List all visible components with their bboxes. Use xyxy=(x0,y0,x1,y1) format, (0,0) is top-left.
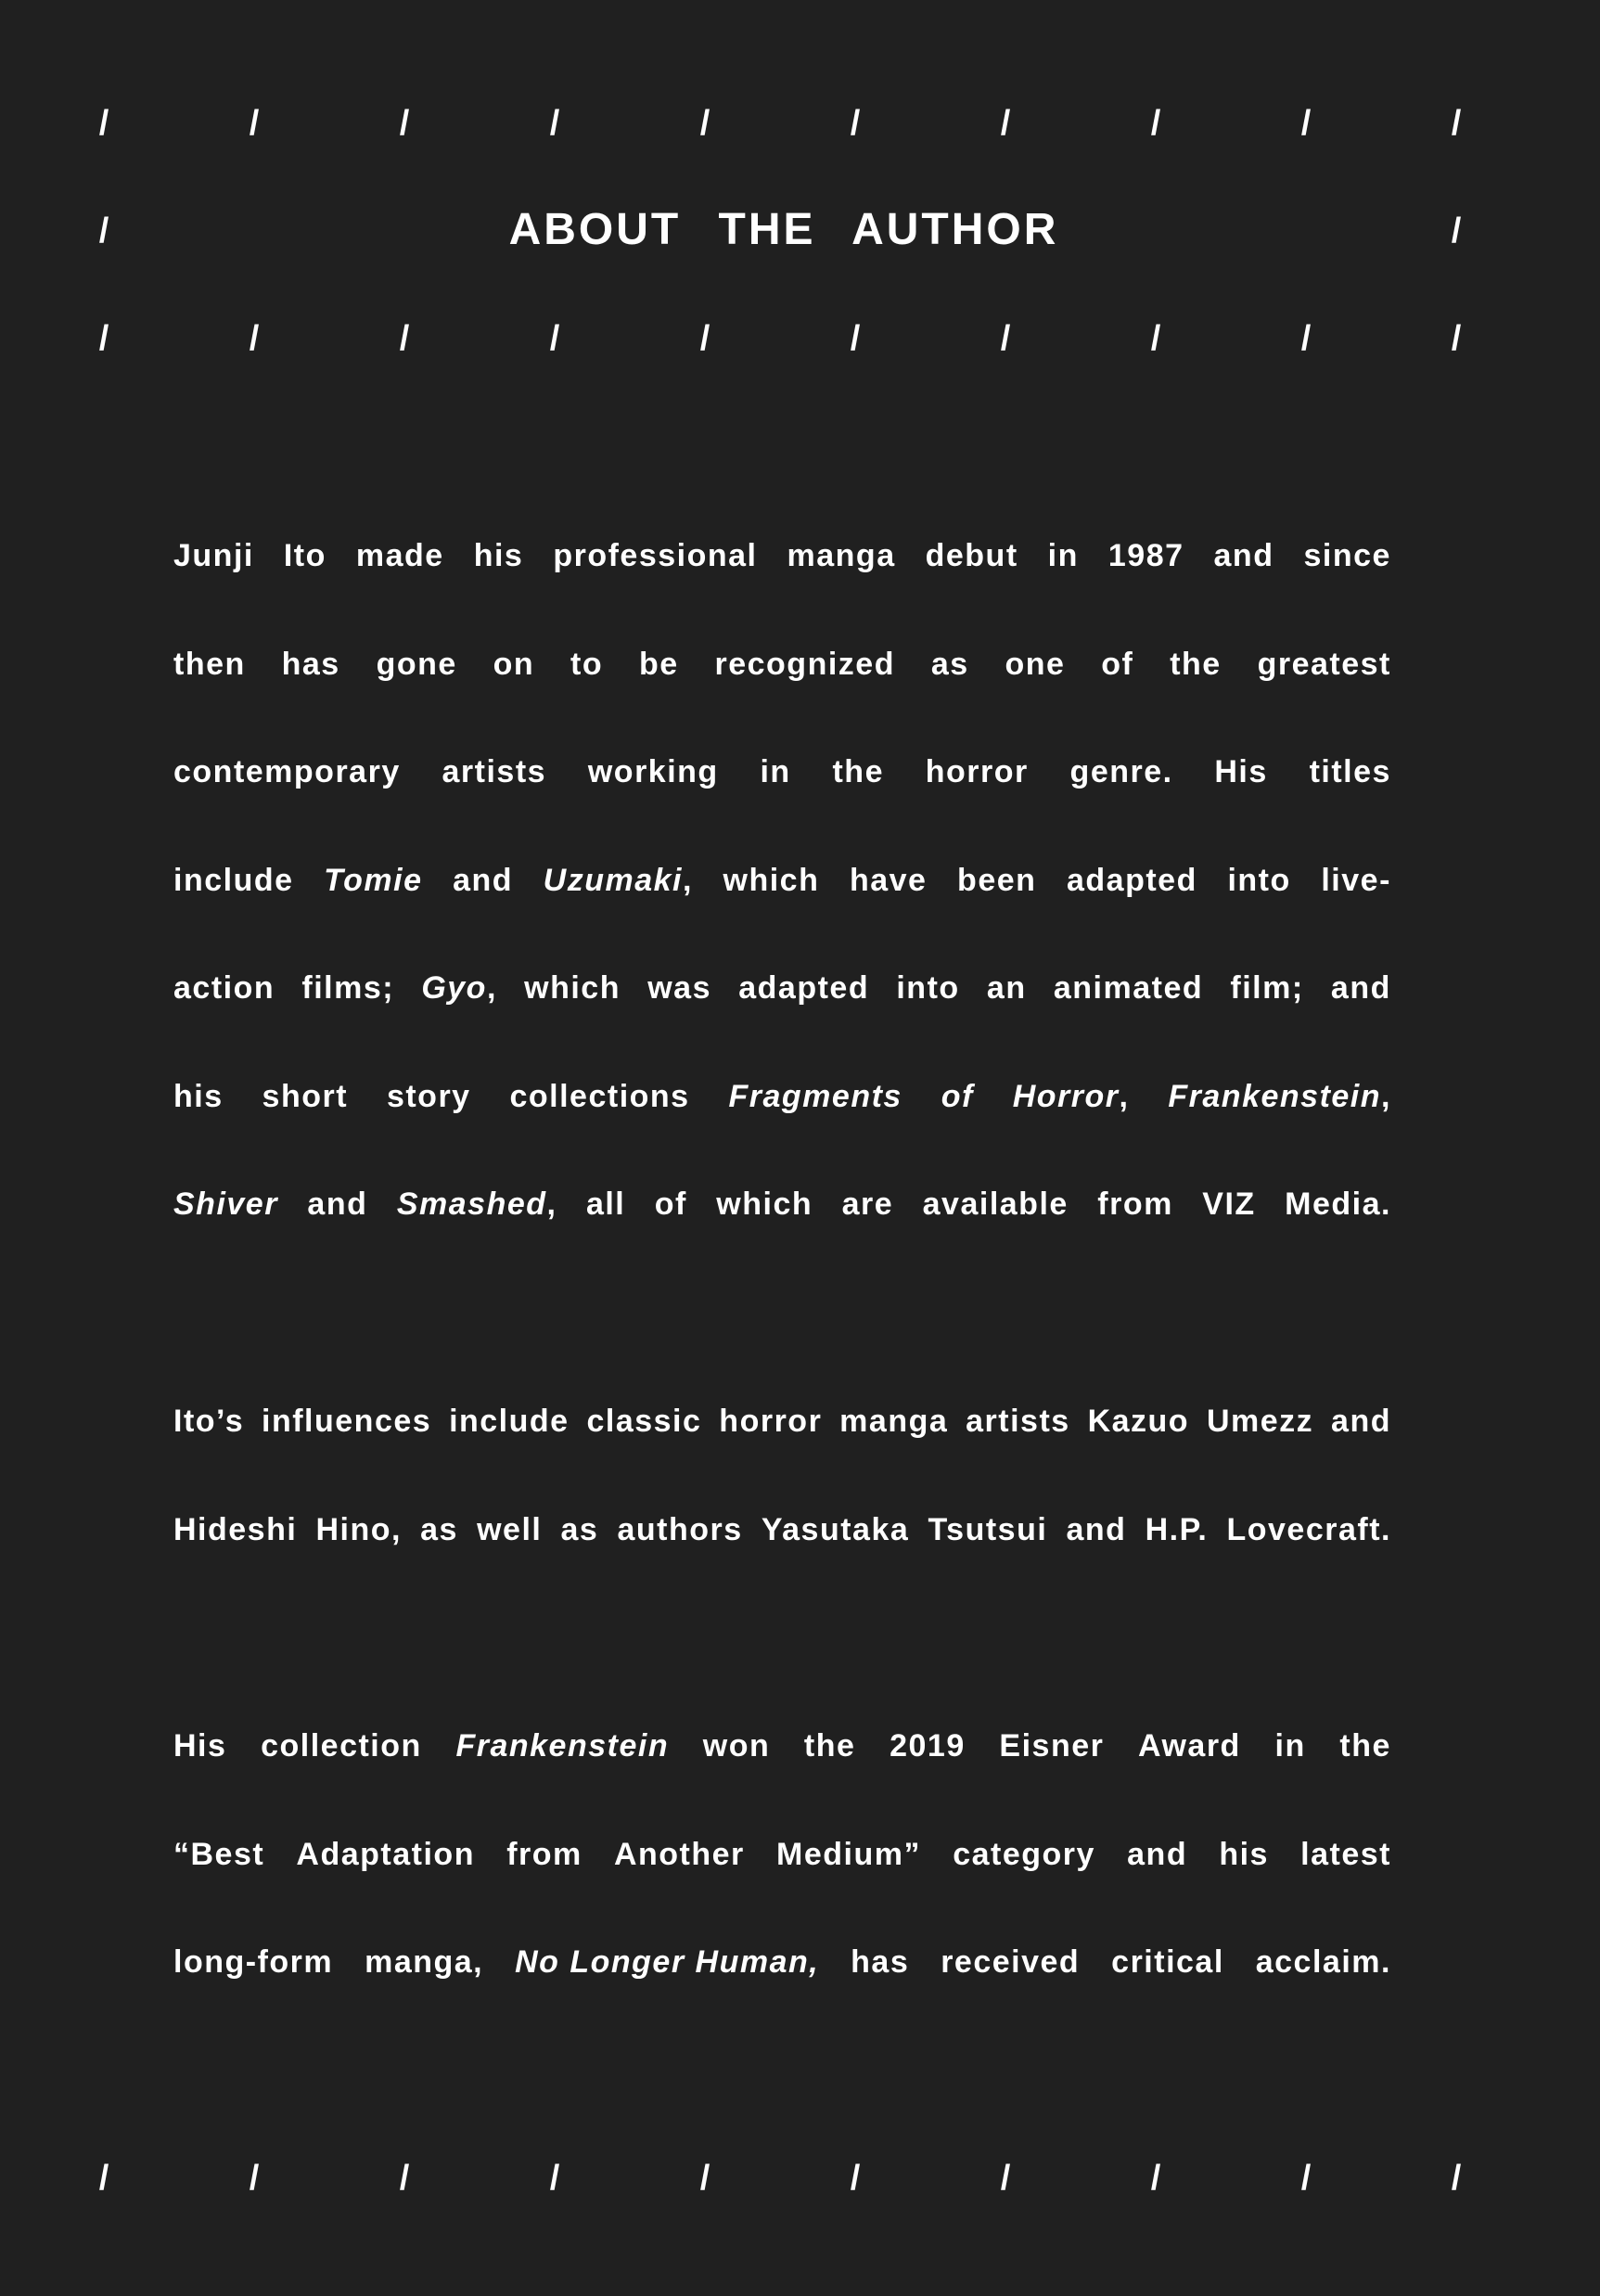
text-line xyxy=(173,1150,1391,1259)
word-text: and xyxy=(1330,970,1391,1006)
word-text: was xyxy=(647,970,711,1006)
word-text: critical xyxy=(1111,1944,1224,1980)
word xyxy=(173,1150,278,1259)
slash-ornament: / xyxy=(1000,104,1011,143)
text-line xyxy=(173,1476,1391,1584)
word-text: include xyxy=(173,862,294,898)
word-text: in xyxy=(760,754,791,789)
word xyxy=(509,1043,689,1151)
word xyxy=(1226,1476,1391,1584)
word-text: collection xyxy=(261,1728,422,1764)
word xyxy=(762,1476,909,1584)
word-text: horror xyxy=(925,754,1029,789)
word xyxy=(966,1367,1070,1476)
word-text: his xyxy=(473,538,524,573)
word xyxy=(173,502,254,610)
italic-title-word: Smashed xyxy=(396,1186,547,1222)
word xyxy=(474,502,524,610)
word xyxy=(1230,934,1303,1043)
word xyxy=(284,502,326,610)
word xyxy=(957,827,1036,935)
word xyxy=(1127,1801,1187,1909)
text-line xyxy=(173,610,1391,719)
word xyxy=(1067,827,1197,935)
slash-ornament: / xyxy=(1300,104,1312,143)
word-text: long-form xyxy=(173,1944,334,1980)
word xyxy=(1285,1150,1391,1259)
word-text: Umezz xyxy=(1206,1404,1314,1439)
word xyxy=(617,1476,742,1584)
word-text: artists xyxy=(442,754,547,789)
word xyxy=(365,1908,483,2017)
text-line xyxy=(173,827,1391,935)
word xyxy=(1170,610,1222,719)
italic-title-word: Fragments xyxy=(728,1078,902,1114)
word-text: Kazuo xyxy=(1087,1404,1190,1439)
word xyxy=(714,610,894,719)
slash-ornament: / xyxy=(699,319,710,358)
word-text: recognized xyxy=(714,646,895,682)
slash-border-under-title-row xyxy=(98,315,1464,362)
word xyxy=(999,1692,1104,1801)
bio-paragraph-3 xyxy=(173,1692,1391,2017)
italic-title-word: of xyxy=(941,1078,974,1114)
word xyxy=(307,1150,367,1259)
slash-ornament: / xyxy=(1150,2159,1161,2198)
word-text: as xyxy=(930,646,969,682)
word xyxy=(586,1150,625,1259)
italic-title-word: Gyo xyxy=(421,970,487,1006)
word xyxy=(729,1043,902,1151)
word xyxy=(477,1476,542,1584)
word-text: manga xyxy=(839,1404,949,1439)
slash-ornament: / xyxy=(98,212,109,250)
word-text: acclaim. xyxy=(1255,1944,1391,1980)
italic-title-word: Shiver xyxy=(173,1186,278,1222)
word xyxy=(586,1367,701,1476)
word-text: of xyxy=(1101,646,1134,682)
word xyxy=(1108,502,1184,610)
word xyxy=(262,1367,431,1476)
word xyxy=(1331,934,1391,1043)
word-text: VIZ xyxy=(1202,1186,1256,1222)
word-text: are xyxy=(841,1186,894,1222)
page-title: ABOUT THE AUTHOR xyxy=(508,205,1059,254)
word xyxy=(787,502,896,610)
word-text: action xyxy=(173,970,275,1006)
slash-ornament: / xyxy=(1451,104,1462,143)
word-text: live- xyxy=(1321,862,1391,898)
word xyxy=(421,934,497,1043)
word xyxy=(1088,1367,1190,1476)
word xyxy=(420,1476,458,1584)
word-text: Ito xyxy=(283,538,326,573)
word-text: on xyxy=(493,646,535,682)
word-text: from xyxy=(1097,1186,1173,1222)
word-text: available xyxy=(922,1186,1069,1222)
word-text: authors xyxy=(617,1511,743,1547)
word xyxy=(941,1908,1080,2017)
word xyxy=(1214,502,1274,610)
word-text: story xyxy=(386,1078,471,1114)
word xyxy=(173,1476,297,1584)
word xyxy=(262,1043,349,1151)
word-text: and xyxy=(1331,1404,1391,1439)
word xyxy=(639,610,679,719)
word xyxy=(953,1801,1095,1909)
slash-ornament: / xyxy=(249,104,260,143)
word-text: influences xyxy=(262,1404,432,1439)
word-text: which xyxy=(716,1186,813,1222)
bio-paragraph-1 xyxy=(173,502,1391,1259)
word xyxy=(923,1150,1069,1259)
word-text: of xyxy=(654,1186,687,1222)
word xyxy=(387,1043,471,1151)
word xyxy=(1227,827,1290,935)
word xyxy=(173,718,401,827)
word xyxy=(524,934,621,1043)
word xyxy=(173,1043,224,1151)
word xyxy=(931,610,969,719)
word-text: titles xyxy=(1309,754,1391,789)
word-text: professional xyxy=(553,538,758,573)
word xyxy=(647,934,711,1043)
word xyxy=(1303,502,1390,610)
word-text: from xyxy=(506,1836,582,1872)
word xyxy=(926,718,1029,827)
word xyxy=(1097,1150,1173,1259)
word xyxy=(1339,1692,1391,1801)
word xyxy=(1005,610,1065,719)
word xyxy=(842,1150,894,1259)
word xyxy=(173,1692,226,1801)
punctuation: , xyxy=(1119,1078,1130,1114)
word-text: 2019 xyxy=(890,1728,966,1764)
word-text: animated xyxy=(1053,970,1204,1006)
word xyxy=(1202,1150,1255,1259)
word xyxy=(760,718,790,827)
word xyxy=(173,1908,333,2017)
slash-ornament: / xyxy=(98,104,109,143)
italic-title-word: Tomie xyxy=(324,862,423,898)
word-text: as xyxy=(560,1511,599,1547)
word xyxy=(614,1801,745,1909)
slash-ornament: / xyxy=(549,2159,560,2198)
italic-title-word: No Longer Human, xyxy=(515,1944,820,1980)
slash-ornament: / xyxy=(249,2159,260,2198)
slash-ornament: / xyxy=(249,319,260,358)
word-text: his xyxy=(173,1078,224,1114)
punctuation: , xyxy=(546,1186,557,1222)
word xyxy=(723,827,820,935)
word xyxy=(716,1150,813,1259)
word-text: “Best xyxy=(173,1836,265,1872)
word-text: which xyxy=(723,862,820,898)
word xyxy=(173,1367,244,1476)
word xyxy=(442,718,547,827)
word-text: include xyxy=(449,1404,570,1439)
word xyxy=(377,610,457,719)
word xyxy=(282,610,340,719)
word-text: latest xyxy=(1300,1836,1391,1872)
word-text: Another xyxy=(613,1836,745,1872)
word xyxy=(719,1367,822,1476)
word xyxy=(1258,610,1391,719)
word-text: Ito’s xyxy=(173,1404,245,1439)
word-text: to xyxy=(570,646,604,682)
word-text: contemporary xyxy=(173,754,401,789)
word xyxy=(1048,502,1079,610)
word-text: category xyxy=(953,1836,1095,1872)
word xyxy=(839,1367,948,1476)
word-text: the xyxy=(1339,1728,1391,1764)
slash-ornament: / xyxy=(549,104,560,143)
word xyxy=(449,1367,570,1476)
word xyxy=(324,827,422,935)
slash-ornament: / xyxy=(699,104,710,143)
slash-ornament: / xyxy=(850,2159,861,2198)
word-text: Award xyxy=(1138,1728,1241,1764)
text-line xyxy=(173,1043,1391,1151)
word xyxy=(588,718,719,827)
slash-ornament: / xyxy=(399,104,410,143)
word xyxy=(655,1150,687,1259)
word-text: H.P. xyxy=(1145,1511,1209,1547)
word-text: and xyxy=(453,862,514,898)
word-text: the xyxy=(832,754,884,789)
word xyxy=(1111,1908,1224,2017)
word-text: the xyxy=(803,1728,856,1764)
word xyxy=(703,1692,770,1801)
word-text: 1987 xyxy=(1107,538,1184,573)
word-text: since xyxy=(1303,538,1391,573)
word-text: all xyxy=(585,1186,626,1222)
word xyxy=(1138,1692,1241,1801)
text-line xyxy=(173,502,1391,610)
word-text: Medium” xyxy=(776,1836,921,1872)
word-text: won xyxy=(702,1728,771,1764)
word xyxy=(987,934,1027,1043)
word-text: adapted xyxy=(738,970,870,1006)
word xyxy=(453,827,513,935)
slash-ornament: / xyxy=(699,2159,710,2198)
word-text: collections xyxy=(509,1078,690,1114)
slash-ornament: / xyxy=(399,319,410,358)
word-text: Yasutaka xyxy=(761,1511,910,1547)
slash-border-top-row xyxy=(98,100,1464,147)
word xyxy=(455,1692,669,1801)
word-text: and xyxy=(1066,1511,1127,1547)
word xyxy=(544,827,693,935)
text-line xyxy=(173,718,1391,827)
word xyxy=(1331,1367,1391,1476)
word xyxy=(315,1476,401,1584)
text-line xyxy=(173,1692,1391,1801)
word xyxy=(397,1150,557,1259)
word xyxy=(1300,1801,1391,1909)
word xyxy=(553,502,757,610)
word-text: adapted xyxy=(1067,862,1197,898)
word-text: film; xyxy=(1230,970,1304,1006)
slash-border-bottom-row xyxy=(98,2155,1464,2201)
word xyxy=(173,827,294,935)
word xyxy=(1054,934,1203,1043)
word-text: an xyxy=(986,970,1027,1006)
word-text: films; xyxy=(301,970,395,1006)
word xyxy=(851,1908,909,2017)
word xyxy=(301,934,394,1043)
word xyxy=(941,1043,974,1151)
word-text: Junji xyxy=(173,538,254,573)
word-text: into xyxy=(1227,862,1291,898)
word-text: greatest xyxy=(1257,646,1391,682)
slash-ornament: / xyxy=(1300,319,1312,358)
word-text: in xyxy=(1274,1728,1306,1764)
word xyxy=(493,610,535,719)
word xyxy=(738,934,869,1043)
italic-title-word: Horror xyxy=(1012,1078,1120,1114)
word-text: genre. xyxy=(1069,754,1173,789)
punctuation: , xyxy=(682,862,693,898)
word xyxy=(928,1476,1047,1584)
slash-ornament: / xyxy=(1000,2159,1011,2198)
word xyxy=(356,502,444,610)
word xyxy=(1101,610,1133,719)
word-text: one xyxy=(1005,646,1066,682)
slash-ornament: / xyxy=(1451,319,1462,358)
bio-paragraph-2 xyxy=(173,1367,1391,1584)
word-text: working xyxy=(587,754,719,789)
word xyxy=(896,934,959,1043)
word-text: made xyxy=(355,538,444,573)
word-text: as xyxy=(420,1511,458,1547)
slash-ornament: / xyxy=(1150,319,1161,358)
word-text: gone xyxy=(376,646,457,682)
word-text: be xyxy=(638,646,679,682)
word-text: and xyxy=(1213,538,1274,573)
slash-ornament: / xyxy=(549,319,560,358)
word xyxy=(506,1801,582,1909)
word-text: have xyxy=(849,862,928,898)
word-text: into xyxy=(896,970,960,1006)
word xyxy=(804,1692,856,1801)
word xyxy=(1066,1476,1126,1584)
slash-ornament: / xyxy=(1300,2159,1312,2198)
word xyxy=(296,1801,475,1909)
word xyxy=(173,934,275,1043)
slash-ornament: / xyxy=(399,2159,410,2198)
word xyxy=(850,827,928,935)
word xyxy=(890,1692,966,1801)
word xyxy=(832,718,884,827)
word-text: debut xyxy=(925,538,1018,573)
word-text: short xyxy=(262,1078,349,1114)
word xyxy=(1013,1043,1130,1151)
word-text: His xyxy=(1214,754,1268,789)
word-text: Adaptation xyxy=(296,1836,475,1872)
word-text: which xyxy=(524,970,621,1006)
italic-title-word: Frankenstein xyxy=(455,1728,670,1764)
text-line xyxy=(173,1367,1391,1476)
text-line xyxy=(173,1908,1391,2017)
word-text: and xyxy=(307,1186,368,1222)
word xyxy=(1146,1476,1209,1584)
word xyxy=(1256,1908,1391,2017)
word-text: then xyxy=(173,646,246,682)
word xyxy=(1207,1367,1313,1476)
slash-ornament: / xyxy=(850,104,861,143)
word-text: in xyxy=(1047,538,1079,573)
word-text: Hideshi xyxy=(173,1511,298,1547)
word-text: Hino, xyxy=(315,1511,402,1547)
slash-ornament: / xyxy=(1150,104,1161,143)
word xyxy=(515,1908,819,2017)
word-text: manga xyxy=(787,538,896,573)
word xyxy=(776,1801,921,1909)
slash-ornament: / xyxy=(98,319,109,358)
word-text: Lovecraft. xyxy=(1226,1511,1391,1547)
word-text: has xyxy=(281,646,340,682)
word-text: classic xyxy=(586,1404,702,1439)
word xyxy=(1310,718,1391,827)
word xyxy=(261,1692,422,1801)
word xyxy=(173,1801,264,1909)
italic-title-word: Frankenstein xyxy=(1168,1078,1382,1114)
word xyxy=(926,502,1018,610)
word xyxy=(1275,1692,1306,1801)
word-text: been xyxy=(957,862,1037,898)
word-text: Eisner xyxy=(999,1728,1105,1764)
slash-ornament: / xyxy=(1451,2159,1462,2198)
slash-ornament: / xyxy=(850,319,861,358)
word-text: has xyxy=(851,1944,910,1980)
word-text: his xyxy=(1219,1836,1269,1872)
text-line xyxy=(173,934,1391,1043)
word-text: the xyxy=(1170,646,1222,682)
word xyxy=(1214,718,1267,827)
punctuation: , xyxy=(1381,1078,1391,1114)
word-text: and xyxy=(1127,1836,1188,1872)
slash-ornament: / xyxy=(1451,212,1462,250)
word xyxy=(1219,1801,1269,1909)
word-text: manga, xyxy=(365,1944,484,1980)
punctuation: , xyxy=(486,970,497,1006)
word-text: received xyxy=(941,1944,1081,1980)
word xyxy=(1168,1043,1391,1151)
word xyxy=(1321,827,1391,935)
text-line xyxy=(173,1801,1391,1909)
word-text: Tsutsui xyxy=(928,1511,1048,1547)
word xyxy=(173,610,246,719)
word-text: Media. xyxy=(1285,1186,1391,1222)
slash-ornament: / xyxy=(1000,319,1011,358)
word xyxy=(1070,718,1173,827)
slash-ornament: / xyxy=(98,2159,109,2198)
word-text: His xyxy=(173,1728,227,1764)
word-text: horror xyxy=(719,1404,823,1439)
word xyxy=(570,610,603,719)
word xyxy=(561,1476,599,1584)
word-text: artists xyxy=(966,1404,1070,1439)
italic-title-word: Uzumaki xyxy=(543,862,683,898)
word-text: well xyxy=(477,1511,543,1547)
